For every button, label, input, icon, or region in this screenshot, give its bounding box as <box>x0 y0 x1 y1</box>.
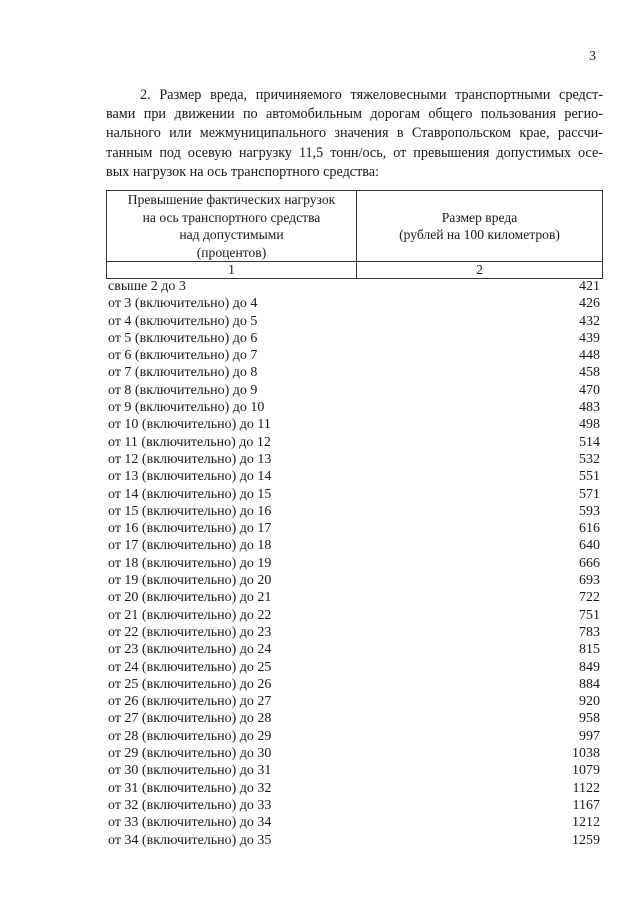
paragraph-line: нального или межмуниципального значения в Ставропольском крае, рассчи- <box>106 125 603 142</box>
value-cell: 439 <box>579 330 600 346</box>
range-cell: от 22 (включительно) до 23 <box>108 624 272 640</box>
value-cell: 666 <box>579 555 600 571</box>
range-cell: от 21 (включительно) до 22 <box>108 607 272 623</box>
range-cell: от 15 (включительно) до 16 <box>108 503 272 519</box>
value-cell: 1079 <box>572 763 600 779</box>
value-cell: 722 <box>579 590 600 606</box>
range-cell: от 8 (включительно) до 9 <box>108 382 258 398</box>
table-row <box>108 832 600 849</box>
table-row <box>108 278 600 295</box>
value-cell: 432 <box>579 313 600 329</box>
header-line: над допустимыми <box>179 227 284 242</box>
range-cell: от 19 (включительно) до 20 <box>108 573 272 589</box>
table-row <box>108 728 600 745</box>
value-cell: 849 <box>579 659 600 675</box>
range-cell: от 25 (включительно) до 26 <box>108 676 272 692</box>
value-cell: 470 <box>579 382 600 398</box>
range-cell: от 3 (включительно) до 4 <box>108 296 258 312</box>
table-body <box>108 278 600 849</box>
header-line: Превышение фактических нагрузок <box>127 192 336 207</box>
value-cell: 593 <box>579 503 600 519</box>
table-row <box>108 451 600 468</box>
table-row <box>108 330 600 347</box>
table-row <box>108 416 600 433</box>
value-cell: 571 <box>579 486 600 502</box>
table-row <box>108 814 600 831</box>
value-cell: 616 <box>579 521 600 537</box>
range-cell: от 24 (включительно) до 25 <box>108 659 272 675</box>
range-cell: от 4 (включительно) до 5 <box>108 313 258 329</box>
value-cell: 1212 <box>572 815 600 831</box>
paragraph-line: вами при движении по автомобильным дорогам общего пользования регио- <box>106 106 603 123</box>
range-cell: от 13 (включительно) до 14 <box>108 469 272 485</box>
header-line: (рублей на 100 километров) <box>399 227 560 242</box>
table-row <box>108 313 600 330</box>
value-cell: 920 <box>579 694 600 710</box>
column-number-2: 2 <box>357 262 603 279</box>
table-row <box>108 295 600 312</box>
paragraph-line: вых нагрузок на ось транспортного средства: <box>106 163 380 180</box>
table-row <box>108 347 600 364</box>
range-cell: от 12 (включительно) до 13 <box>108 451 272 467</box>
range-cell: от 17 (включительно) до 18 <box>108 538 272 554</box>
value-cell: 815 <box>579 642 600 658</box>
header-column-overload <box>107 191 357 262</box>
value-cell: 640 <box>579 538 600 554</box>
range-cell: от 18 (включительно) до 19 <box>108 555 272 571</box>
range-cell: от 10 (включительно) до 11 <box>108 417 271 433</box>
value-cell: 783 <box>579 624 600 640</box>
table-row <box>108 503 600 520</box>
value-cell: 458 <box>579 365 600 381</box>
range-cell: от 6 (включительно) до 7 <box>108 348 258 364</box>
value-cell: 1038 <box>572 746 600 762</box>
range-cell: от 31 (включительно) до 32 <box>108 780 272 796</box>
value-cell: 426 <box>579 296 600 312</box>
table-row <box>108 468 600 485</box>
range-cell: от 32 (включительно) до 33 <box>108 797 272 813</box>
table-row <box>108 434 600 451</box>
range-cell: от 14 (включительно) до 15 <box>108 486 272 502</box>
range-cell: от 20 (включительно) до 21 <box>108 590 272 606</box>
table-row <box>108 399 600 416</box>
page-number: 3 <box>589 49 596 64</box>
value-cell: 532 <box>579 451 600 467</box>
table-row <box>108 364 600 381</box>
range-cell: от 23 (включительно) до 24 <box>108 642 272 658</box>
table-row <box>108 780 600 797</box>
range-cell: свыше 2 до 3 <box>108 279 186 294</box>
range-cell: от 27 (включительно) до 28 <box>108 711 272 727</box>
table-row <box>108 555 600 572</box>
header-line: Размер вреда <box>441 209 518 225</box>
header-line: на ось транспортного средства <box>142 209 321 225</box>
range-cell: от 34 (включительно) до 35 <box>108 832 272 848</box>
range-cell: от 26 (включительно) до 27 <box>108 694 272 710</box>
table-row <box>108 762 600 779</box>
value-cell: 514 <box>579 434 600 450</box>
value-cell: 751 <box>579 607 600 623</box>
table-row <box>108 382 600 399</box>
value-cell: 448 <box>579 348 600 364</box>
value-cell: 693 <box>579 573 600 589</box>
value-cell: 498 <box>579 417 600 433</box>
section-paragraph <box>106 86 603 182</box>
table-row <box>108 710 600 727</box>
table-row <box>108 486 600 503</box>
range-cell: от 29 (включительно) до 30 <box>108 746 272 762</box>
range-cell: от 9 (включительно) до 10 <box>108 400 265 416</box>
value-cell: 958 <box>579 711 600 727</box>
range-cell: от 30 (включительно) до 31 <box>108 763 272 779</box>
column-number-1: 1 <box>107 262 357 279</box>
header-column-damage <box>357 191 603 262</box>
range-cell: от 11 (включительно) до 12 <box>108 434 271 450</box>
table-row <box>108 520 600 537</box>
header-line: (процентов) <box>196 244 267 260</box>
range-cell: от 16 (включительно) до 17 <box>108 521 272 537</box>
table-row <box>108 797 600 814</box>
range-cell: от 33 (включительно) до 34 <box>108 815 272 831</box>
table-row <box>108 641 600 658</box>
value-cell: 884 <box>579 676 600 692</box>
table-row <box>108 624 600 641</box>
value-cell: 1259 <box>572 832 600 848</box>
table-row <box>108 572 600 589</box>
table-row <box>108 607 600 624</box>
table-row <box>108 659 600 676</box>
table-row <box>108 589 600 606</box>
paragraph-line: 2. Размер вреда, причиняемого тяжеловесными транспортными средст- <box>140 87 603 103</box>
range-cell: от 5 (включительно) до 6 <box>108 330 258 346</box>
table-row <box>108 537 600 554</box>
table-row <box>108 745 600 762</box>
value-cell: 483 <box>579 400 600 416</box>
value-cell: 1122 <box>572 780 600 796</box>
table-row <box>108 676 600 693</box>
value-cell: 997 <box>579 728 600 744</box>
paragraph-line: танным под осевую нагрузку 11,5 тонн/ось, от превышения допустимых осе- <box>106 144 603 161</box>
value-cell: 551 <box>579 469 600 485</box>
range-cell: от 7 (включительно) до 8 <box>108 365 258 381</box>
table-header <box>106 190 603 279</box>
range-cell: от 28 (включительно) до 29 <box>108 728 272 744</box>
table-row <box>108 693 600 710</box>
value-cell: 421 <box>579 279 600 294</box>
value-cell: 1167 <box>572 797 600 813</box>
